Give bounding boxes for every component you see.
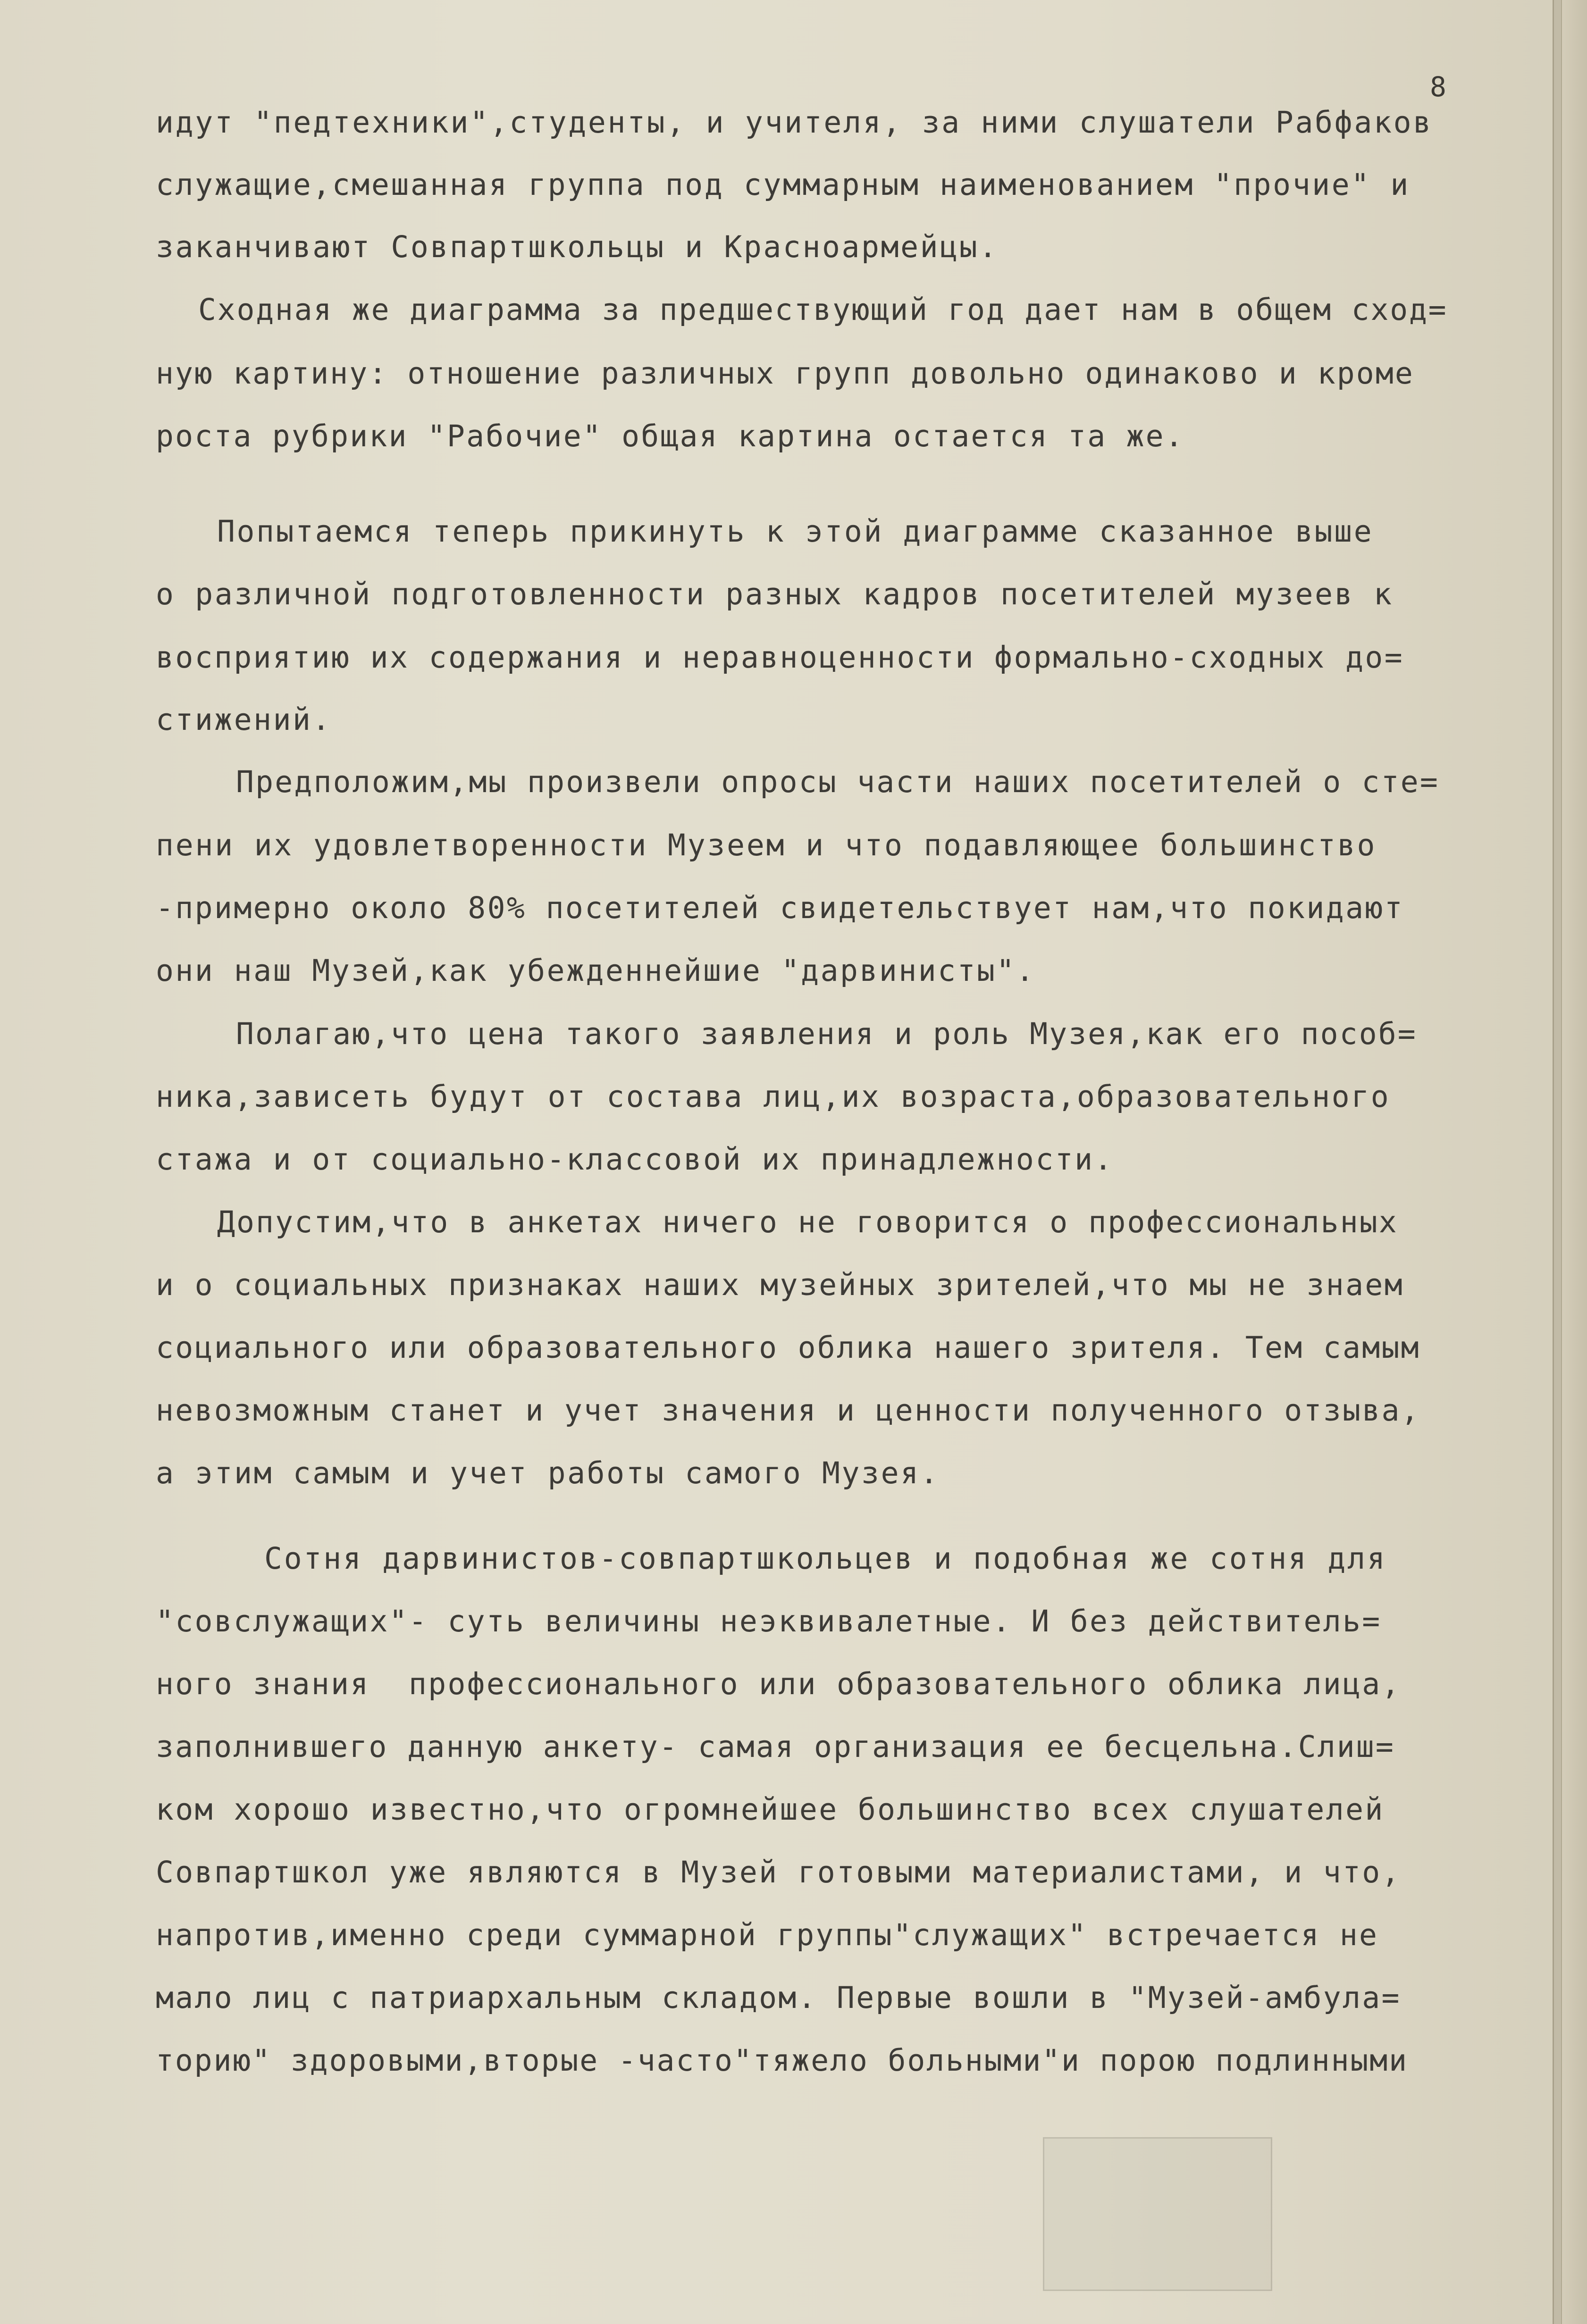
text-line: ную картину: отношение различных групп довольно одинаково и кроме bbox=[156, 356, 1414, 391]
text-line: ника,зависеть будут от состава лиц,их возраста,образовательного bbox=[156, 1079, 1391, 1114]
text-line: Совпартшкол уже являются в Музей готовыми материалистами, и что, bbox=[156, 1855, 1401, 1889]
text-line: торию" здоровыми,вторые -часто"тяжело больными"и порою подлинными bbox=[156, 2043, 1408, 2078]
text-line: Предположим,мы произвели опросы части наших посетителей о сте= bbox=[236, 765, 1440, 799]
text-line: Допустим,что в анкетах ничего не говорится о профессиональных bbox=[217, 1205, 1398, 1239]
text-line: "совслужащих"- суть величины неэквивалетные. И без действитель= bbox=[156, 1604, 1382, 1639]
text-line: заполнившего данную анкету- самая организация ее бесцельна.Слиш= bbox=[156, 1730, 1395, 1764]
text-line: -примерно около 80% посетителей свидетельствует нам,что покидают bbox=[156, 891, 1404, 925]
text-line: и о социальных признаках наших музейных зрителей,что мы не знаем bbox=[156, 1268, 1404, 1302]
text-line: роста рубрики "Рабочие" общая картина остается та же. bbox=[156, 419, 1184, 453]
page-number: 8 bbox=[1430, 71, 1446, 103]
text-line: социального или образовательного облика нашего зрителя. Тем самым bbox=[156, 1330, 1420, 1365]
text-line: Сотня дарвинистов-совпартшкольцев и подобная же сотня для bbox=[264, 1541, 1387, 1576]
text-line: стажа и от социально-классовой их принадлежности. bbox=[156, 1142, 1114, 1177]
text-line: а этим самым и учет работы самого Музея. bbox=[156, 1456, 940, 1490]
text-line: невозможным станет и учет значения и ценности полученного отзыва, bbox=[156, 1393, 1420, 1428]
text-line: восприятию их содержания и неравноценности формально-сходных до= bbox=[156, 640, 1404, 675]
text-line: ком хорошо известно,что огромнейшее большинство всех слушателей bbox=[156, 1792, 1385, 1827]
text-line: о различной подготовленности разных кадров посетителей музеев к bbox=[156, 577, 1394, 611]
text-line: они наш Музей,как убежденнейшие "дарвинисты". bbox=[156, 953, 1036, 988]
text-line: заканчивают Совпартшкольцы и Красноармейцы. bbox=[156, 230, 999, 264]
text-line: пени их удовлетворенности Музеем и что подавляющее большинство bbox=[156, 828, 1377, 862]
text-line: мало лиц с патриархальным складом. Первые вошли в "Музей-амбула= bbox=[156, 1981, 1401, 2015]
text-line: служащие,смешанная группа под суммарным наименованием "прочие" и bbox=[156, 167, 1410, 202]
text-line: идут "педтехники",студенты, и учителя, за ними слушатели Рабфаков bbox=[156, 105, 1433, 140]
archive-stamp bbox=[1043, 2137, 1272, 2291]
text-line: напротив,именно среди суммарной группы"служащих" встречается не bbox=[156, 1918, 1379, 1952]
text-line: Полагаю,что цена такого заявления и роль Музея,как его пособ= bbox=[236, 1017, 1417, 1051]
text-line: ного знания профессионального или образовательного облика лица, bbox=[156, 1667, 1401, 1701]
next-page-edge bbox=[1561, 0, 1587, 2324]
text-line: Попытаемся теперь прикинуть к этой диаграмме сказанное выше bbox=[217, 514, 1374, 549]
text-line: Сходная же диаграмма за предшествующий год дает нам в общем сход= bbox=[198, 293, 1448, 327]
text-line: стижений. bbox=[156, 702, 332, 737]
